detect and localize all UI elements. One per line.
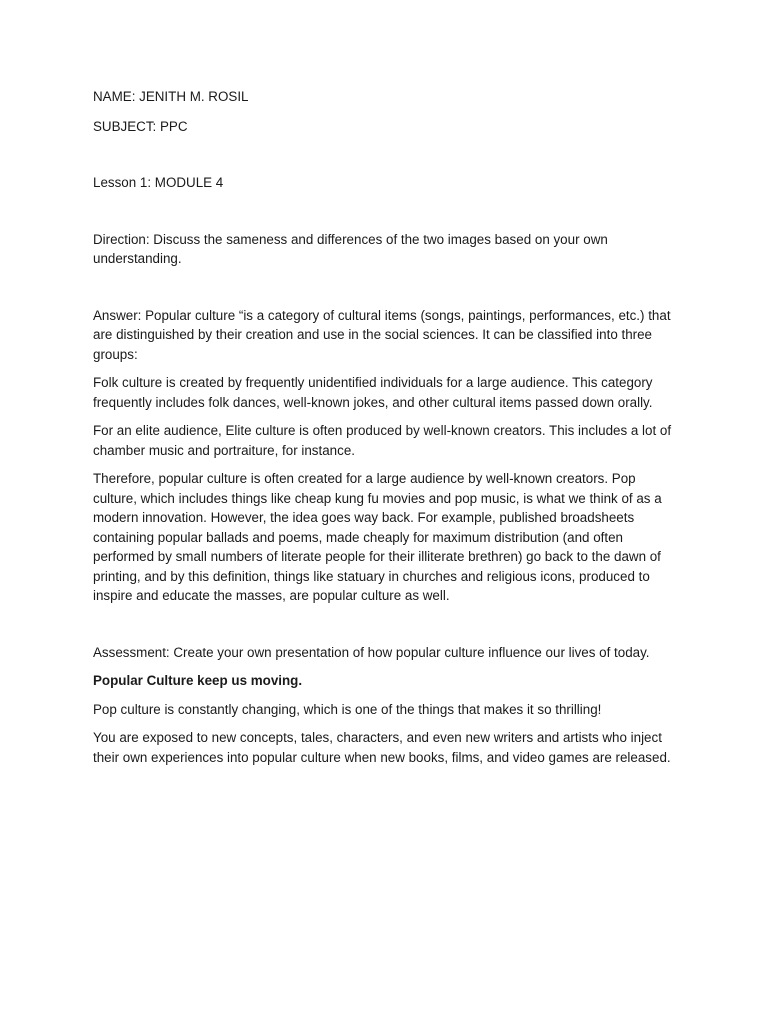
elite-culture-paragraph: For an elite audience, Elite culture is often produced by well-known creators. This includes a lot of chamber music and portraiture, for instance.	[93, 423, 672, 458]
student-name: NAME: JENITH M. ROSIL	[93, 89, 249, 104]
popular-culture-paragraph: Therefore, popular culture is often created for a large audience by well-known creators. Pop culture, which includes things like cheap kung fu movies and pop music, is what we think of as a modern innovation. However, the idea goes way back. For example, published broadsheets containing popular ballads and poems, made cheaply for maximum distribution (and often performed by small numbers of literate people for their illiterate brethren) go back to the dawn of printing, and by this definition, things like statuary in churches and religious icons, produced to inspire and educate the masses, are popular culture as well.	[93, 471, 662, 603]
subject-line: SUBJECT: PPC	[93, 118, 188, 134]
document-body	[93, 87, 683, 767]
exposure-paragraph: You are exposed to new concepts, tales, characters, and even new writers and artists who inject their own experiences into popular culture when new books, films, and video games are released.	[93, 730, 671, 765]
folk-culture-paragraph: Folk culture is created by frequently unidentified individuals for a large audience. This category frequently includes folk dances, well-known jokes, and other cultural items passed down orally.	[93, 375, 653, 410]
section-heading: Popular Culture keep us moving.	[93, 673, 303, 688]
direction-paragraph: Direction: Discuss the sameness and differences of the two images based on your own understanding.	[93, 231, 608, 266]
assessment-paragraph: Assessment: Create your own presentation of how popular culture influence our lives of today.	[93, 644, 650, 660]
answer-paragraph: Answer: Popular culture “is a category of cultural items (songs, paintings, performances, etc.) that are distinguished by their creation and use in the social sciences. It can be classified into three groups:	[93, 307, 671, 362]
lesson-line: Lesson 1: MODULE 4	[93, 175, 224, 190]
pop-culture-changing-paragraph: Pop culture is constantly changing, which is one of the things that makes it so thrilling!	[93, 701, 602, 717]
